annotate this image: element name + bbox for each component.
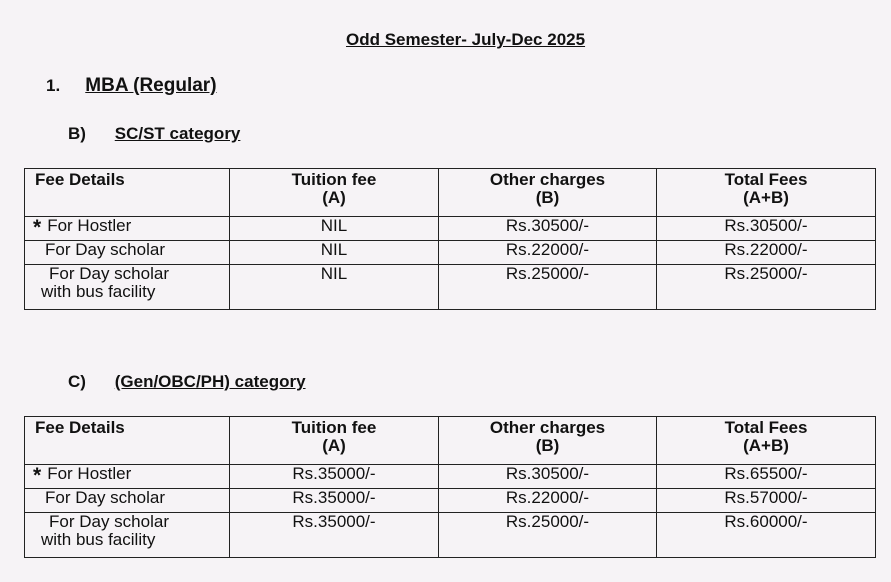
col-header-total: Total Fees (A+B) <box>657 417 876 465</box>
table-header-row <box>25 169 876 217</box>
section-number: 1. <box>46 76 61 95</box>
total-cell: Rs.30500/- <box>657 217 876 241</box>
other-charges-cell: Rs.22000/- <box>439 489 657 513</box>
col-header-other: Other charges (B) <box>439 169 657 217</box>
tuition-cell: NIL <box>230 217 439 241</box>
category-heading-sc-st <box>68 124 240 144</box>
table-row <box>25 513 876 558</box>
total-cell: Rs.65500/- <box>657 465 876 489</box>
cropped-heading-remnant <box>0 0 891 8</box>
tuition-cell: NIL <box>230 241 439 265</box>
table-row <box>25 465 876 489</box>
category-heading-gen-obc-ph <box>68 372 306 392</box>
tuition-cell: NIL <box>230 265 439 310</box>
tuition-cell: Rs.35000/- <box>230 465 439 489</box>
other-charges-cell: Rs.22000/- <box>439 241 657 265</box>
asterisk-mark: * <box>33 464 42 487</box>
table-row <box>25 265 876 310</box>
section-title: MBA (Regular) <box>85 75 217 96</box>
semester-title: Odd Semester- July-Dec 2025 <box>346 30 586 49</box>
col-header-other: Other charges (B) <box>439 417 657 465</box>
total-cell: Rs.25000/- <box>657 265 876 310</box>
fee-table-gen-obc-ph <box>24 416 876 558</box>
col-header-total: Total Fees (A+B) <box>657 169 876 217</box>
table-row <box>25 241 876 265</box>
total-cell: Rs.22000/- <box>657 241 876 265</box>
col-header-tuition: Tuition fee (A) <box>230 169 439 217</box>
tuition-cell: Rs.35000/- <box>230 513 439 558</box>
other-charges-cell: Rs.30500/- <box>439 217 657 241</box>
other-charges-cell: Rs.25000/- <box>439 513 657 558</box>
table-header-row <box>25 417 876 465</box>
asterisk-mark: * <box>33 216 42 239</box>
total-cell: Rs.60000/- <box>657 513 876 558</box>
section-heading <box>46 75 217 97</box>
other-charges-cell: Rs.25000/- <box>439 265 657 310</box>
row-label: For Day scholar <box>25 241 230 265</box>
category-letter: B) <box>68 124 86 143</box>
row-label: For Day scholar with bus facility <box>25 265 230 310</box>
col-header-fee-details: Fee Details <box>25 169 230 217</box>
category-title: (Gen/OBC/PH) category <box>114 372 306 391</box>
col-header-fee-details: Fee Details <box>25 417 230 465</box>
other-charges-cell: Rs.30500/- <box>439 465 657 489</box>
col-header-tuition: Tuition fee (A) <box>230 417 439 465</box>
row-label: * For Hostler <box>25 465 230 489</box>
category-title: SC/ST category <box>114 124 241 143</box>
row-label: * For Hostler <box>25 217 230 241</box>
row-label: For Day scholar with bus facility <box>25 513 230 558</box>
table-row <box>25 217 876 241</box>
table-row <box>25 489 876 513</box>
fee-table-sc-st <box>24 168 876 310</box>
total-cell: Rs.57000/- <box>657 489 876 513</box>
tuition-cell: Rs.35000/- <box>230 489 439 513</box>
category-letter: C) <box>68 372 86 391</box>
row-label: For Day scholar <box>25 489 230 513</box>
